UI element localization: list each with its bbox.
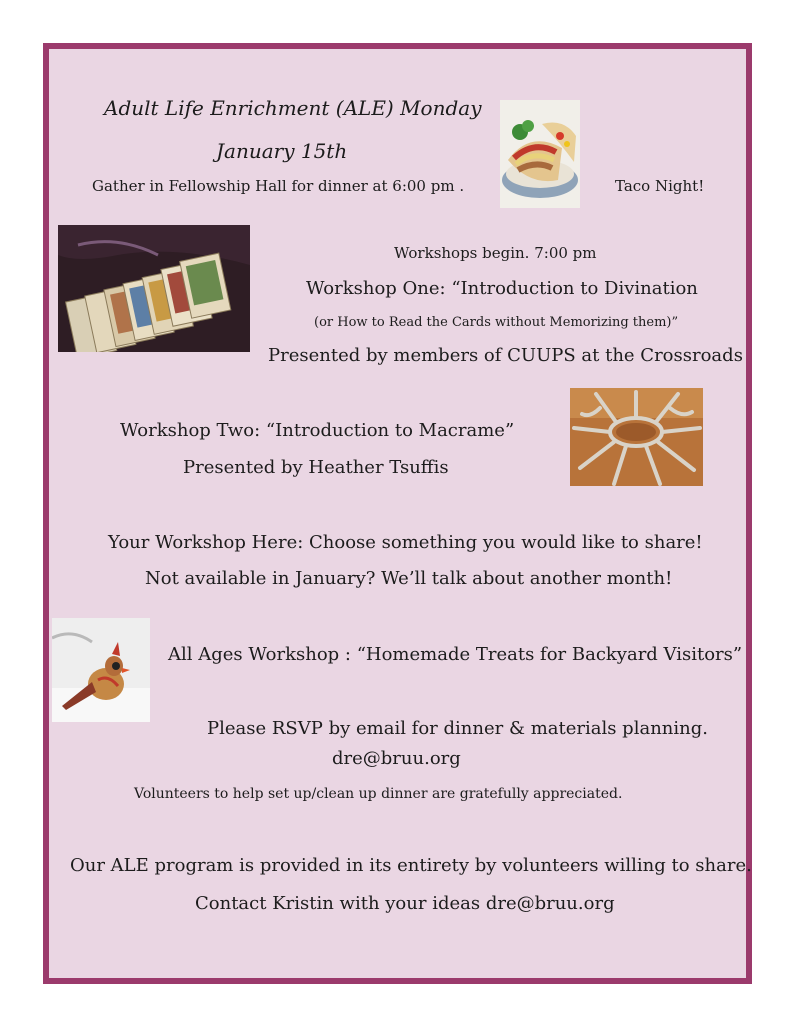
- workshop-one-presenter: Presented by members of CUUPS at the Crossroads: [268, 345, 743, 366]
- rsvp-text: Please RSVP by email for dinner & materials planning.: [207, 718, 708, 739]
- workshop-two-presenter: Presented by Heather Tsuffis: [183, 457, 449, 478]
- workshop-two-title: Workshop Two: “Introduction to Macrame”: [120, 420, 515, 441]
- dinner-info: Gather in Fellowship Hall for dinner at 6:00 pm .: [92, 177, 465, 195]
- event-title: Adult Life Enrichment (ALE) Monday: [104, 96, 482, 120]
- taco-night-label: Taco Night!: [615, 177, 705, 195]
- macrame-photo: [570, 388, 703, 486]
- taco-photo: [500, 100, 580, 208]
- program-note: Our ALE program is provided in its entirety by volunteers willing to share.: [70, 855, 752, 876]
- your-workshop: Your Workshop Here: Choose something you would like to share!: [108, 532, 703, 553]
- rsvp-email[interactable]: dre@bruu.org: [332, 748, 461, 769]
- cardinal-bird-photo: [52, 618, 150, 722]
- workshops-begin: Workshops begin. 7:00 pm: [394, 244, 597, 262]
- contact-line: Contact Kristin with your ideas dre@bruu.org: [195, 893, 615, 914]
- all-ages-workshop: All Ages Workshop : “Homemade Treats for Backyard Visitors”: [168, 644, 743, 665]
- not-available: Not available in January? We’ll talk about another month!: [145, 568, 673, 589]
- workshop-one-subtitle: (or How to Read the Cards without Memorizing them)”: [314, 315, 679, 330]
- event-date: January 15th: [216, 139, 348, 163]
- workshop-one-title: Workshop One: “Introduction to Divination: [306, 278, 698, 299]
- volunteers-note: Volunteers to help set up/clean up dinner are gratefully appreciated.: [134, 786, 623, 802]
- tarot-cards-photo: [58, 225, 250, 352]
